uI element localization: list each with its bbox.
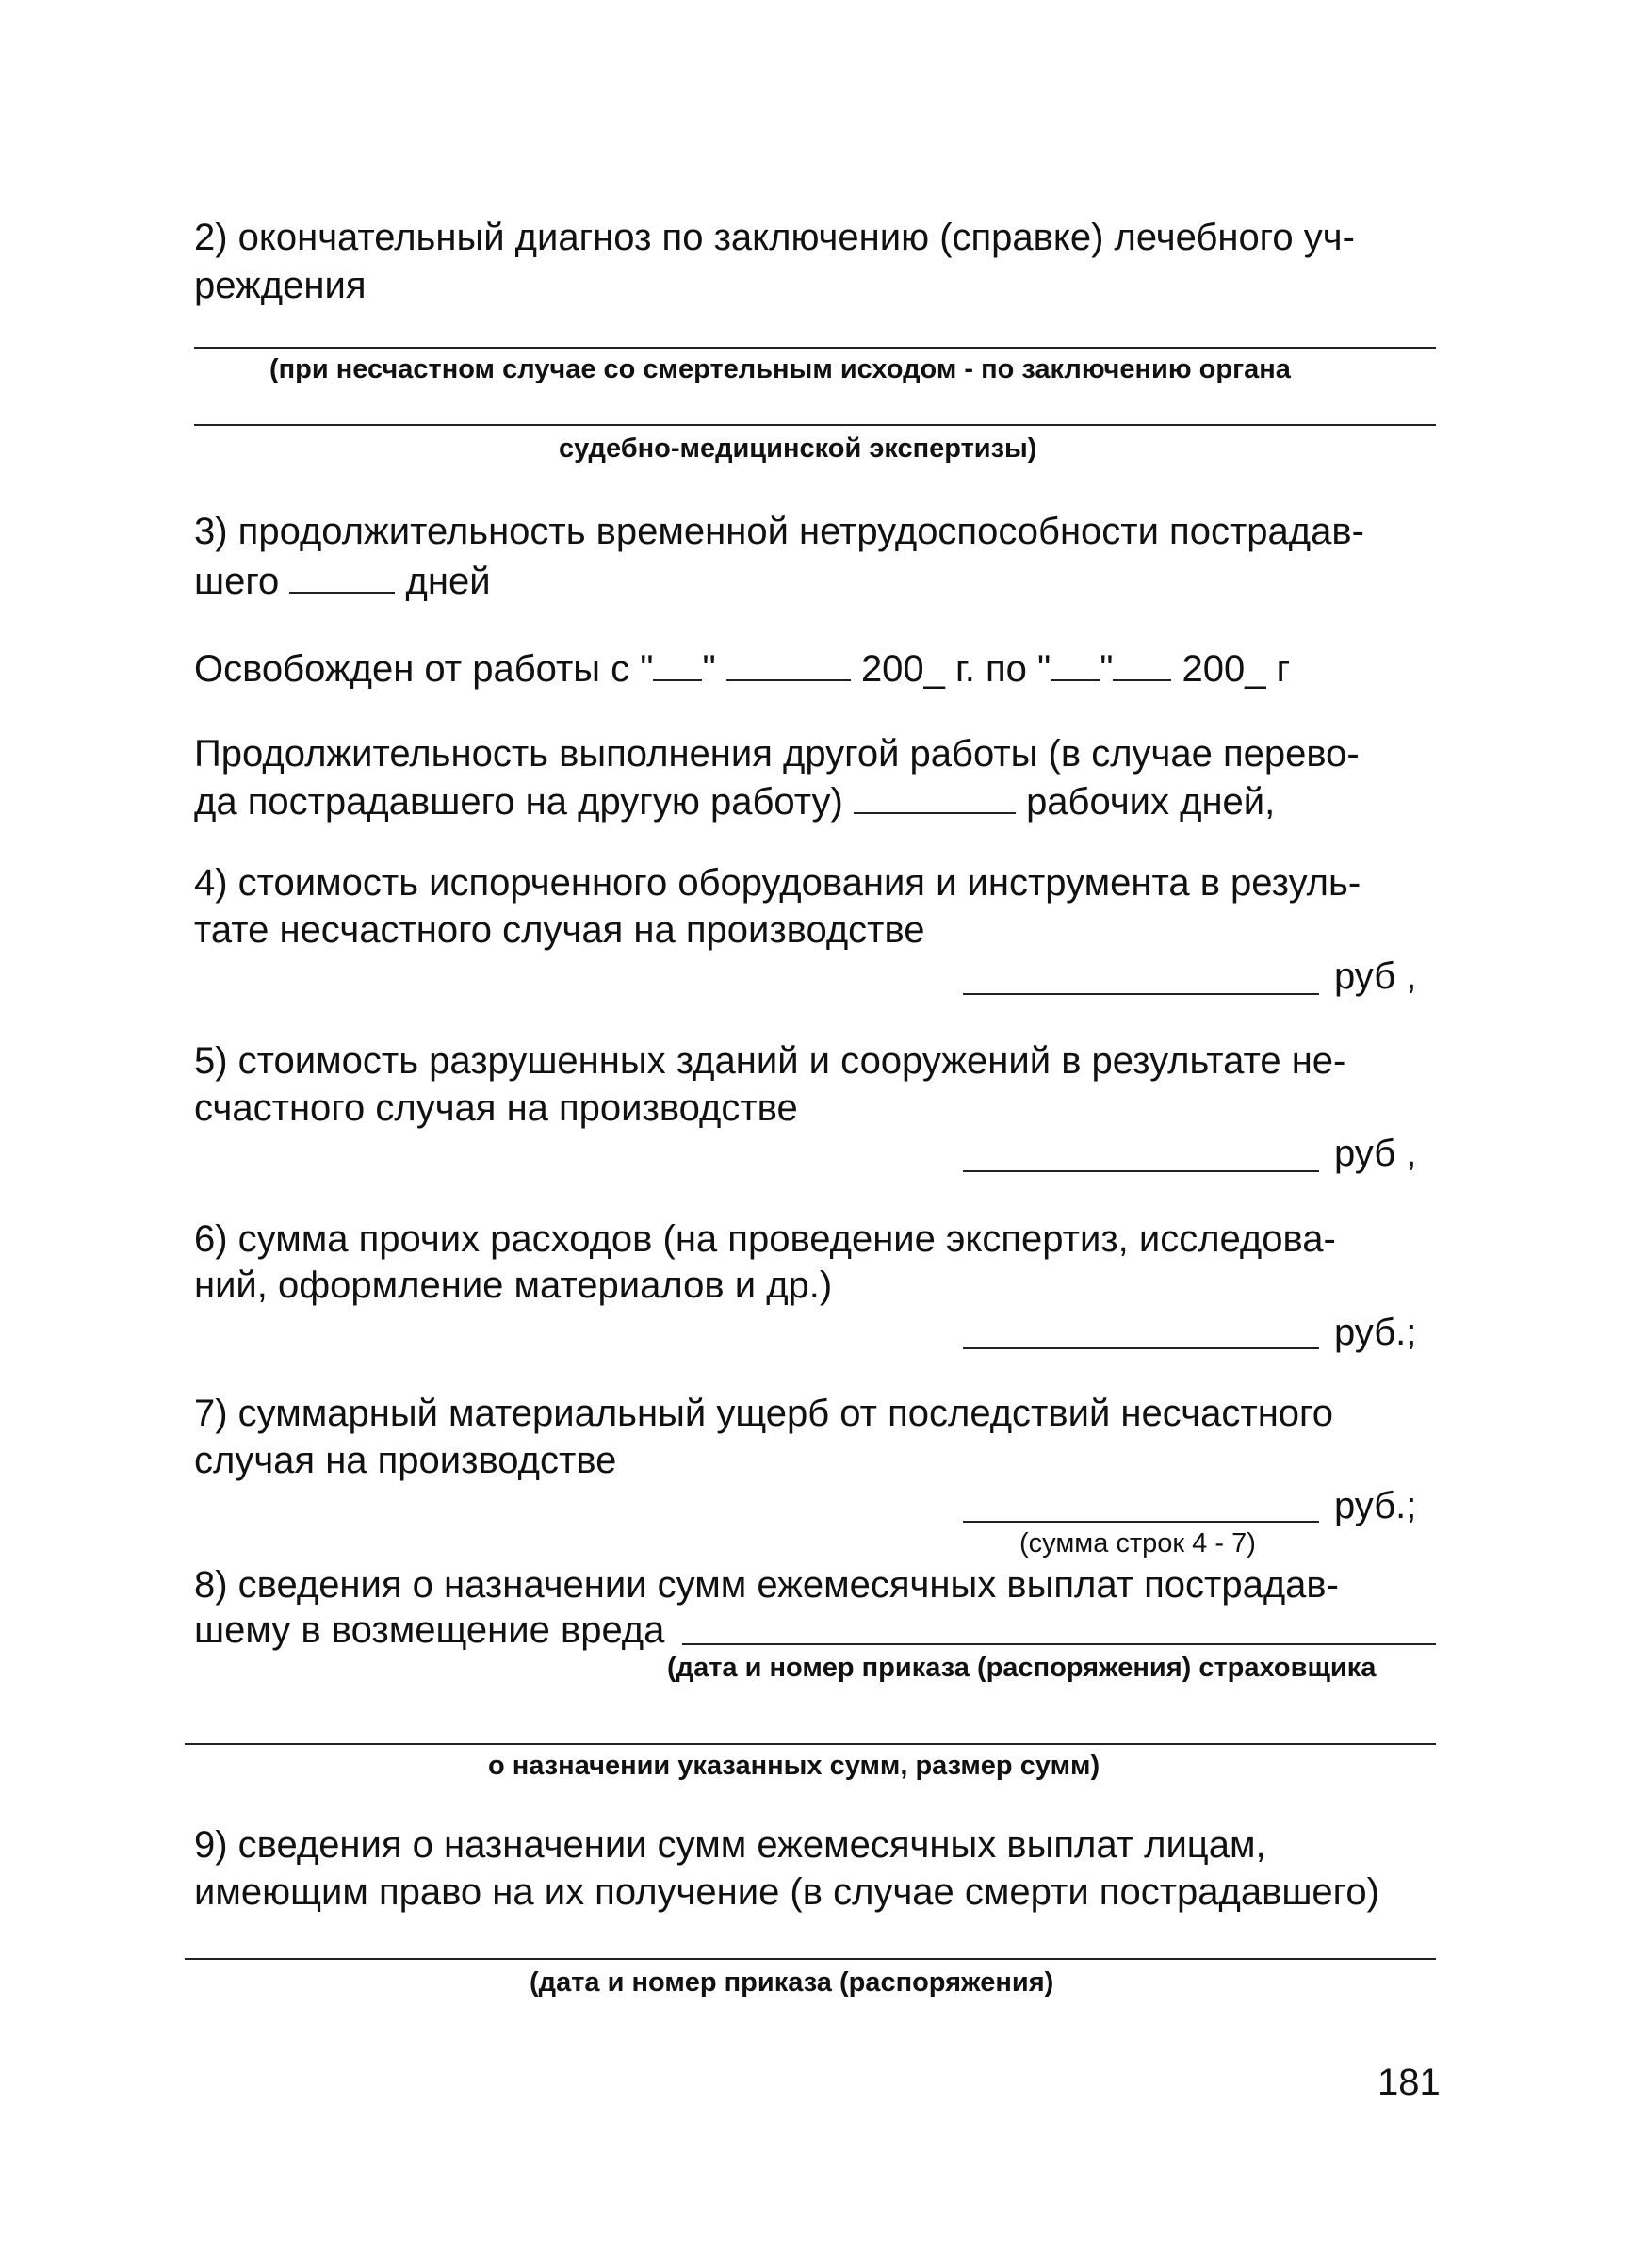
item2-caption-1: (при несчастном случае со смертельным исходом - по заключению органа	[269, 354, 1291, 384]
item5-unit: руб ,	[1334, 1133, 1417, 1174]
item9-caption: (дата и номер приказа (распоряжения)	[530, 1967, 1054, 1998]
item9-line2: имеющим право на их получение (в случае смерти пострадавшего)	[194, 1871, 1379, 1913]
item6-unit: руб.;	[1334, 1312, 1417, 1353]
item7-unit: руб.;	[1334, 1485, 1417, 1526]
release-line	[194, 647, 1290, 688]
item4-line1: 4) стоимость испорченного оборудования и инструмента в резуль-	[194, 862, 1361, 904]
release-to-day-blank[interactable]	[1051, 647, 1100, 681]
item7-line1: 7) суммарный материальный ущерб от последствий несчастного	[194, 1393, 1334, 1434]
release-to-month-blank[interactable]	[1113, 647, 1171, 681]
item8-blank-line-1[interactable]	[682, 1643, 1436, 1645]
item8-line2: шему в возмещение вреда	[194, 1609, 665, 1651]
item4-amount-blank[interactable]	[963, 993, 1319, 995]
item2-line1: 2) окончательный диагноз по заключению (справке) лечебного уч-	[194, 217, 1355, 258]
other-work-line2-suffix: рабочих дней,	[1026, 781, 1276, 823]
item2-caption-2: судебно-медицинской экспертизы)	[559, 433, 1037, 464]
item4-line2: тате несчастного случая на производстве	[194, 909, 925, 951]
item3-line2-prefix: шего	[194, 561, 280, 602]
release-quote-close2: "	[1100, 648, 1114, 690]
other-work-days-blank[interactable]	[854, 780, 1016, 814]
release-from-month-blank[interactable]	[726, 647, 851, 681]
item8-caption-2: о назначении указанных сумм, размер сумм)	[488, 1751, 1100, 1781]
item9-blank-line[interactable]	[185, 1958, 1436, 1960]
release-year2: 200_ г	[1182, 648, 1291, 690]
item6-line1: 6) сумма прочих расходов (на проведение экспертиз, исследова-	[194, 1218, 1336, 1260]
other-work-line2	[194, 780, 1275, 821]
item6-amount-blank[interactable]	[963, 1347, 1319, 1349]
item9-line1: 9) сведения о назначении сумм ежемесячных выплат лицам,	[194, 1824, 1266, 1866]
item2-blank-line-1[interactable]	[194, 347, 1436, 349]
other-work-line1: Продолжительность выполнения другой работы (в случае перево-	[194, 733, 1360, 775]
item5-line2: счастного случая на производстве	[194, 1087, 798, 1129]
item5-line1: 5) стоимость разрушенных зданий и сооружений в результате не-	[194, 1040, 1346, 1082]
release-year1: 200_ г. по "	[860, 648, 1051, 690]
release-prefix: Освобожден от работы с "	[194, 648, 654, 690]
item8-caption-1: (дата и номер приказа (распоряжения) страховщика	[667, 1653, 1377, 1683]
item4-unit: руб ,	[1334, 955, 1417, 997]
item7-amount-blank[interactable]	[963, 1521, 1319, 1523]
item5-amount-blank[interactable]	[963, 1170, 1319, 1172]
release-from-day-blank[interactable]	[653, 647, 702, 681]
days-blank[interactable]	[289, 560, 395, 594]
item8-blank-line-2[interactable]	[185, 1743, 1436, 1745]
release-quote-close: "	[702, 648, 716, 690]
item3-line2-suffix: дней	[405, 561, 491, 602]
item7-line2: случая на производстве	[194, 1440, 617, 1481]
item7-caption: (сумма строк 4 - 7)	[1019, 1528, 1256, 1558]
item6-line2: ний, оформление материалов и др.)	[194, 1265, 833, 1306]
item3-line1: 3) продолжительность временной нетрудоспособности пострадав-	[194, 511, 1364, 552]
item2-line2: реждения	[194, 265, 367, 306]
item2-blank-line-2[interactable]	[194, 424, 1436, 426]
item3-line2	[194, 560, 491, 600]
other-work-line2-prefix: да пострадавшего на другую работу)	[194, 781, 843, 823]
page-number: 181	[1377, 2062, 1441, 2103]
item8-line1: 8) сведения о назначении сумм ежемесячных выплат пострадав-	[194, 1564, 1339, 1606]
